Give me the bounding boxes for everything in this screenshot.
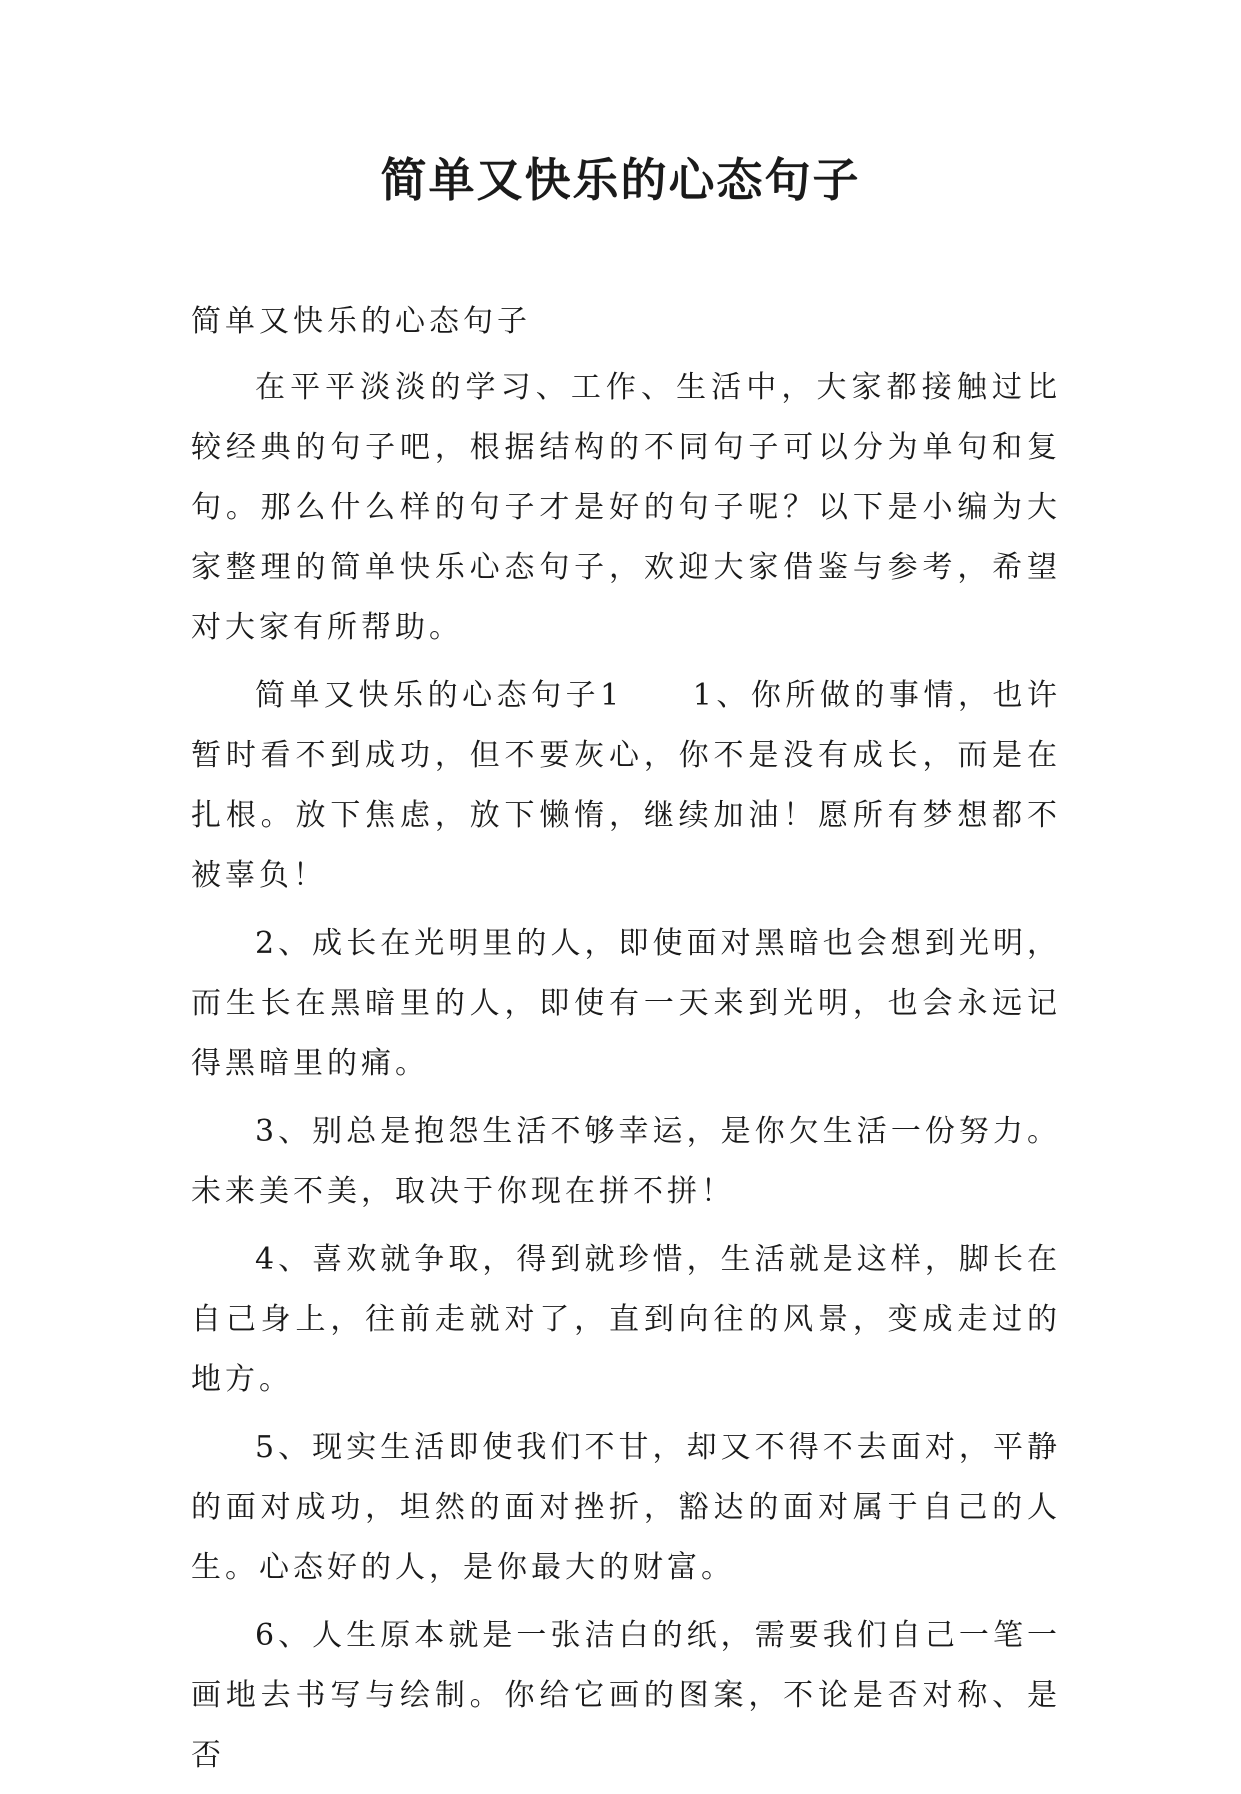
paragraph-item-1: 简单又快乐的心态句子1 1、你所做的事情，也许暂时看不到成功，但不要灰心，你不是没有成长，而是在扎根。放下焦虑，放下懒惰，继续加油！愿所有梦想都不被辜负！: [191, 678, 1061, 893]
paragraph-item-4: 4、喜欢就争取，得到就珍惜，生活就是这样，脚长在自己身上，往前走就对了，直到向往的风景，变成走过的地方。: [191, 1242, 1061, 1397]
paragraph-item-6: 6、人生原本就是一张洁白的纸，需要我们自己一笔一画地去书写与绘制。你给它画的图案，不论是否对称、是否: [191, 1618, 1061, 1773]
paragraph-item-3: 3、别总是抱怨生活不够幸运，是你欠生活一份努力。未来美不美，取决于你现在拼不拼！: [191, 1114, 1061, 1209]
document-subtitle: 简单又快乐的心态句子: [191, 304, 531, 339]
paragraph-item-5: 5、现实生活即使我们不甘，却又不得不去面对，平静的面对成功，坦然的面对挫折，豁达的面对属于自己的人生。心态好的人，是你最大的财富。: [191, 1430, 1061, 1585]
document-title: 简单又快乐的心态句子: [380, 153, 861, 207]
paragraph-item-2: 2、成长在光明里的人，即使面对黑暗也会想到光明，而生长在黑暗里的人，即使有一天来到光明，也会永远记得黑暗里的痛。: [191, 926, 1061, 1081]
document-body: [191, 292, 1061, 1794]
paragraph-intro: 在平平淡淡的学习、工作、生活中，大家都接触过比较经典的句子吧，根据结构的不同句子可以分为单句和复句。那么什么样的句子才是好的句子呢？以下是小编为大家整理的简单快乐心态句子，欢迎大家借鉴与参考，希望对大家有所帮助。: [191, 370, 1061, 645]
